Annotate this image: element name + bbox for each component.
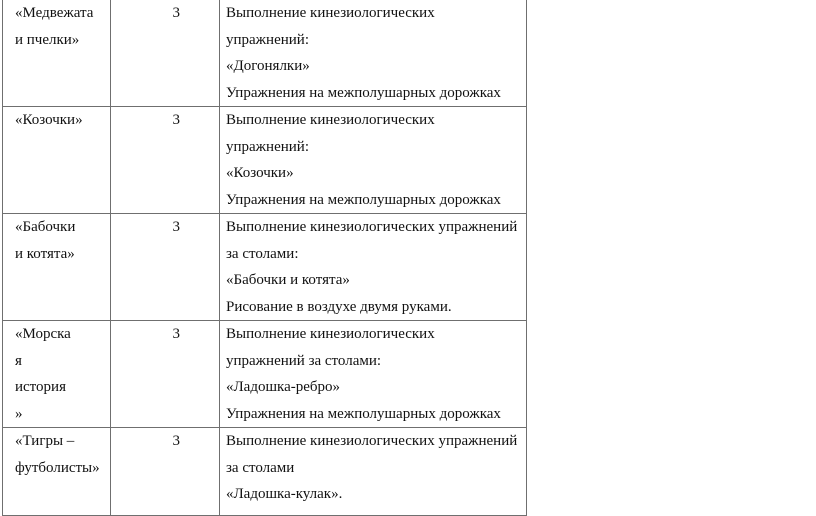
description-line: «Ладошка-кулак». bbox=[226, 486, 343, 502]
description-line: Выполнение кинезиологических bbox=[226, 5, 435, 21]
table-row bbox=[3, 107, 527, 214]
description-line: Упражнения на межполушарных дорожках bbox=[226, 191, 501, 208]
activity-name-cell bbox=[3, 0, 111, 107]
activity-name-cell bbox=[3, 107, 111, 214]
activity-description-cell bbox=[220, 321, 527, 428]
description-line: Выполнение кинезиологических упражнений bbox=[226, 433, 518, 449]
description-line: Рисование в воздухе двумя руками. bbox=[226, 298, 452, 315]
description-line: за столами bbox=[226, 459, 295, 476]
description-line: Выполнение кинезиологических bbox=[226, 112, 435, 128]
table-row bbox=[3, 214, 527, 321]
session-count-cell bbox=[111, 321, 220, 428]
activity-name-cell bbox=[3, 214, 111, 321]
session-count: 3 bbox=[172, 326, 180, 342]
table-row bbox=[3, 0, 527, 107]
description-line: «Ладошка-ребро» bbox=[226, 379, 341, 395]
activity-name-line: «Бабочки bbox=[15, 219, 76, 235]
session-count-cell bbox=[111, 0, 220, 107]
description-line: упражнений: bbox=[226, 31, 309, 48]
activity-name-line: «Тигры – bbox=[15, 433, 75, 449]
activities-table bbox=[2, 0, 527, 516]
description-line: Выполнение кинезиологических упражнений bbox=[226, 219, 518, 235]
session-count: 3 bbox=[172, 112, 180, 128]
description-line: «Бабочки и котята» bbox=[226, 272, 350, 288]
description-line: Выполнение кинезиологических bbox=[226, 326, 435, 342]
session-count: 3 bbox=[172, 433, 180, 449]
activity-description-cell bbox=[220, 0, 527, 107]
activity-description-cell bbox=[220, 214, 527, 321]
activity-name-line: я bbox=[15, 352, 22, 369]
description-line: «Догонялки» bbox=[226, 58, 310, 74]
session-count-cell bbox=[111, 214, 220, 321]
table-row bbox=[3, 321, 527, 428]
activity-name-line: и пчелки» bbox=[15, 31, 80, 48]
activity-name-line: футболисты» bbox=[15, 459, 100, 476]
table-row bbox=[3, 428, 527, 516]
activity-name-line: «Морска bbox=[15, 326, 71, 342]
session-count: 3 bbox=[172, 5, 180, 21]
session-count-cell bbox=[111, 107, 220, 214]
description-line: упражнений: bbox=[226, 138, 309, 155]
activity-name-line: и котята» bbox=[15, 245, 75, 262]
activity-name-line: «Медвежата bbox=[15, 5, 94, 21]
activity-name-line: «Козочки» bbox=[15, 112, 83, 128]
description-line: Упражнения на межполушарных дорожках bbox=[226, 84, 501, 101]
session-count-cell bbox=[111, 428, 220, 516]
description-line: упражнений за столами: bbox=[226, 352, 382, 369]
activity-name-cell bbox=[3, 428, 111, 516]
activity-description-cell bbox=[220, 107, 527, 214]
description-line: «Козочки» bbox=[226, 165, 294, 181]
description-line: за столами: bbox=[226, 245, 299, 262]
activity-name-cell bbox=[3, 321, 111, 428]
description-line: Упражнения на межполушарных дорожках bbox=[226, 405, 501, 422]
activity-description-cell bbox=[220, 428, 527, 516]
activity-name-line: » bbox=[15, 405, 23, 422]
activity-name-line: история bbox=[15, 379, 66, 395]
session-count: 3 bbox=[172, 219, 180, 235]
